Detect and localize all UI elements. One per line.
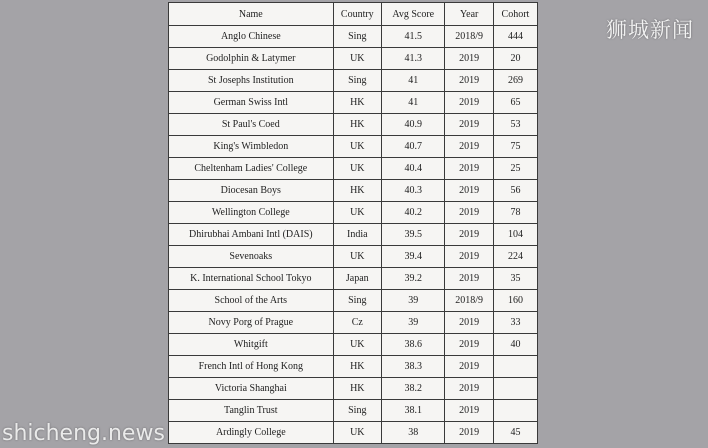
cell-cohort: 56 — [493, 180, 537, 202]
cell-country: UK — [333, 246, 381, 268]
cell-name: Sevenoaks — [169, 246, 334, 268]
cell-cohort: 40 — [493, 334, 537, 356]
cell-avg-score: 39.5 — [382, 224, 445, 246]
cell-country: Sing — [333, 400, 381, 422]
cell-name: Godolphin & Latymer — [169, 48, 334, 70]
cell-year: 2019 — [445, 356, 493, 378]
cell-name: Dhirubhai Ambani Intl (DAIS) — [169, 224, 334, 246]
watermark-bottom-left: shicheng.news — [2, 421, 165, 446]
cell-avg-score: 39 — [382, 312, 445, 334]
cell-cohort: 224 — [493, 246, 537, 268]
table-row — [169, 290, 538, 312]
cell-avg-score: 39 — [382, 290, 445, 312]
cell-country: HK — [333, 114, 381, 136]
table-row — [169, 70, 538, 92]
cell-country: Sing — [333, 290, 381, 312]
cell-avg-score: 38.1 — [382, 400, 445, 422]
table-row — [169, 224, 538, 246]
cell-year: 2019 — [445, 70, 493, 92]
cell-year: 2019 — [445, 114, 493, 136]
table-row — [169, 378, 538, 400]
cell-name: King's Wimbledon — [169, 136, 334, 158]
cell-avg-score: 38.6 — [382, 334, 445, 356]
table-row — [169, 114, 538, 136]
cell-cohort: 75 — [493, 136, 537, 158]
cell-avg-score: 40.4 — [382, 158, 445, 180]
cell-cohort: 65 — [493, 92, 537, 114]
cell-name: Wellington College — [169, 202, 334, 224]
table-row — [169, 180, 538, 202]
cell-year: 2019 — [445, 334, 493, 356]
cell-year: 2019 — [445, 268, 493, 290]
cell-name: Anglo Chinese — [169, 26, 334, 48]
table-row — [169, 48, 538, 70]
table-row — [169, 334, 538, 356]
table-row — [169, 246, 538, 268]
cell-country: HK — [333, 356, 381, 378]
cell-name: K. International School Tokyo — [169, 268, 334, 290]
cell-year: 2019 — [445, 246, 493, 268]
table-row — [169, 356, 538, 378]
header-name: Name — [169, 3, 334, 26]
cell-country: India — [333, 224, 381, 246]
cell-year: 2019 — [445, 158, 493, 180]
cell-name: Novy Porg of Prague — [169, 312, 334, 334]
cell-cohort — [493, 356, 537, 378]
cell-avg-score: 38 — [382, 422, 445, 444]
cell-avg-score: 40.2 — [382, 202, 445, 224]
cell-name: Cheltenham Ladies' College — [169, 158, 334, 180]
cell-cohort: 444 — [493, 26, 537, 48]
table-row — [169, 92, 538, 114]
cell-avg-score: 38.2 — [382, 378, 445, 400]
cell-country: UK — [333, 136, 381, 158]
table-row — [169, 158, 538, 180]
cell-year: 2019 — [445, 400, 493, 422]
cell-avg-score: 41.3 — [382, 48, 445, 70]
cell-country: Cz — [333, 312, 381, 334]
cell-cohort: 25 — [493, 158, 537, 180]
cell-country: Sing — [333, 70, 381, 92]
cell-avg-score: 41 — [382, 92, 445, 114]
cell-name: Ardingly College — [169, 422, 334, 444]
cell-year: 2019 — [445, 92, 493, 114]
cell-avg-score: 39.4 — [382, 246, 445, 268]
cell-avg-score: 40.9 — [382, 114, 445, 136]
cell-name: Tanglin Trust — [169, 400, 334, 422]
cell-country: UK — [333, 158, 381, 180]
table-header-row — [169, 3, 538, 26]
cell-cohort: 53 — [493, 114, 537, 136]
cell-country: UK — [333, 48, 381, 70]
cell-cohort: 45 — [493, 422, 537, 444]
table-row — [169, 202, 538, 224]
cell-year: 2018/9 — [445, 26, 493, 48]
cell-avg-score: 38.3 — [382, 356, 445, 378]
table-row — [169, 136, 538, 158]
header-cohort: Cohort — [493, 3, 537, 26]
cell-name: Victoria Shanghai — [169, 378, 334, 400]
cell-year: 2019 — [445, 180, 493, 202]
cell-cohort: 78 — [493, 202, 537, 224]
cell-name: German Swiss Intl — [169, 92, 334, 114]
table-row — [169, 26, 538, 48]
cell-name: St Josephs Institution — [169, 70, 334, 92]
table-row — [169, 268, 538, 290]
cell-year: 2019 — [445, 136, 493, 158]
table-row — [169, 312, 538, 334]
cell-cohort: 104 — [493, 224, 537, 246]
cell-avg-score: 40.3 — [382, 180, 445, 202]
cell-name: French Intl of Hong Kong — [169, 356, 334, 378]
cell-avg-score: 41 — [382, 70, 445, 92]
cell-year: 2019 — [445, 202, 493, 224]
cell-year: 2019 — [445, 312, 493, 334]
cell-year: 2018/9 — [445, 290, 493, 312]
cell-name: School of the Arts — [169, 290, 334, 312]
table-body — [169, 26, 538, 444]
cell-country: HK — [333, 378, 381, 400]
table-row — [169, 400, 538, 422]
cell-name: Whitgift — [169, 334, 334, 356]
cell-year: 2019 — [445, 48, 493, 70]
cell-country: UK — [333, 202, 381, 224]
table-row — [169, 422, 538, 444]
header-country: Country — [333, 3, 381, 26]
cell-avg-score: 40.7 — [382, 136, 445, 158]
cell-cohort: 33 — [493, 312, 537, 334]
watermark-top-right: 狮城新闻 — [606, 18, 694, 42]
cell-avg-score: 39.2 — [382, 268, 445, 290]
cell-year: 2019 — [445, 224, 493, 246]
cell-year: 2019 — [445, 422, 493, 444]
cell-country: HK — [333, 180, 381, 202]
cell-country: UK — [333, 422, 381, 444]
cell-country: UK — [333, 334, 381, 356]
cell-cohort: 269 — [493, 70, 537, 92]
cell-cohort — [493, 400, 537, 422]
cell-country: Japan — [333, 268, 381, 290]
cell-country: HK — [333, 92, 381, 114]
cell-name: St Paul's Coed — [169, 114, 334, 136]
cell-name: Diocesan Boys — [169, 180, 334, 202]
cell-cohort: 20 — [493, 48, 537, 70]
school-ranking-table — [168, 2, 538, 444]
header-avg-score: Avg Score — [382, 3, 445, 26]
cell-avg-score: 41.5 — [382, 26, 445, 48]
header-year: Year — [445, 3, 493, 26]
cell-cohort — [493, 378, 537, 400]
cell-cohort: 35 — [493, 268, 537, 290]
cell-country: Sing — [333, 26, 381, 48]
cell-year: 2019 — [445, 378, 493, 400]
cell-cohort: 160 — [493, 290, 537, 312]
